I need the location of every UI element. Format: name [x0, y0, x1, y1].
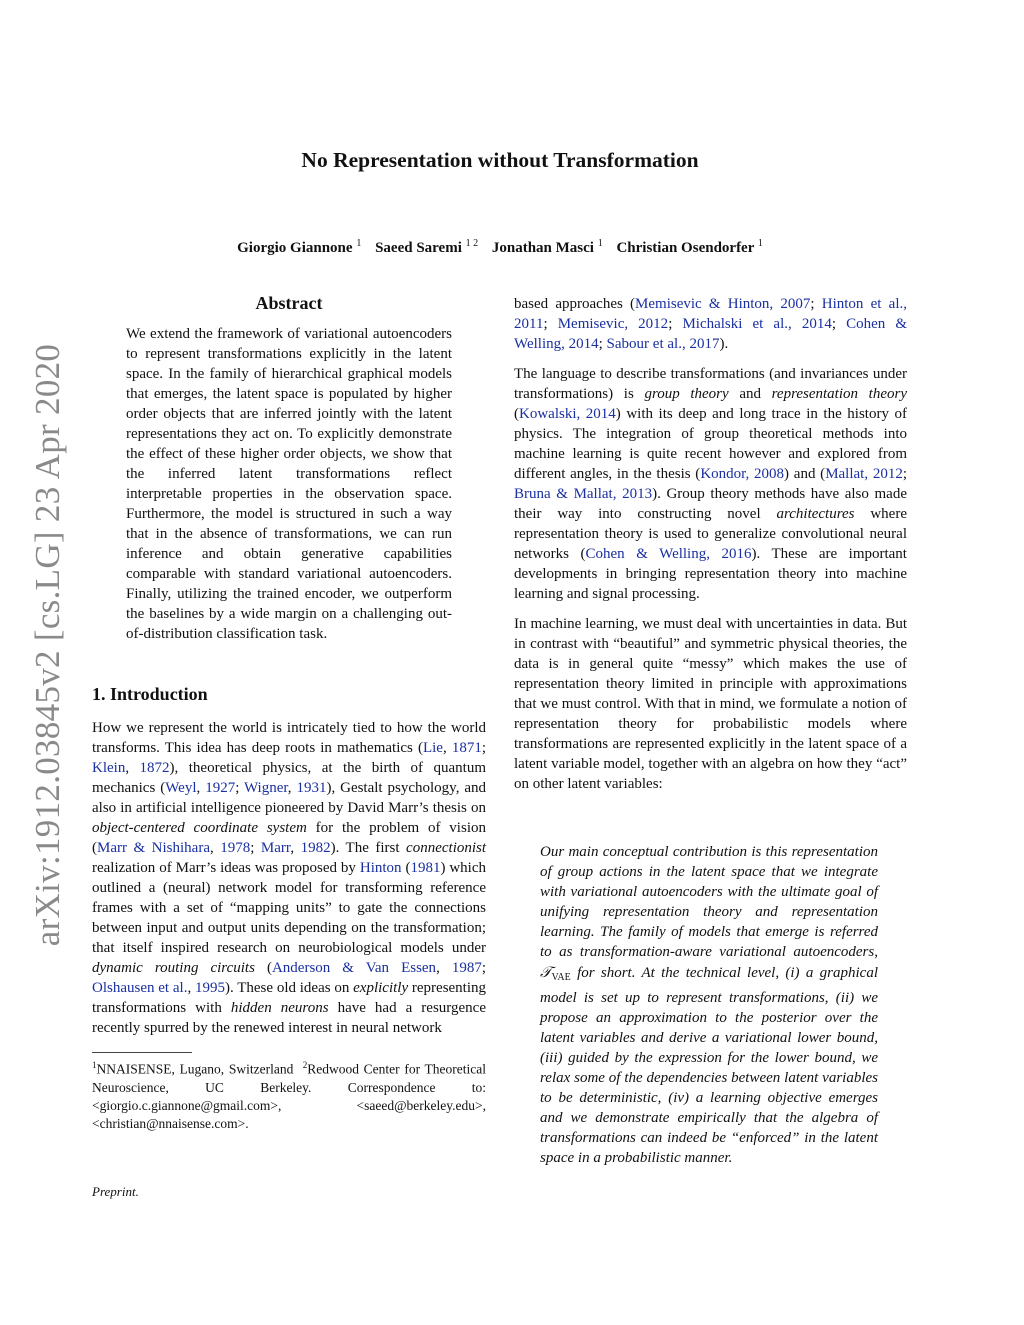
arxiv-identifier-text: arXiv:1912.03845v2 [cs.LG] 23 Apr 2020: [28, 343, 67, 947]
author: Jonathan Masci $^1$: [491, 238, 603, 256]
author: Christian Osendorfer $^1$: [616, 238, 763, 256]
body-paragraph: In machine learning, we must deal with uncertainties in data. But in contrast with “beautiful” and symmetric physical theories, the data is in general quite “messy” which makes the use of representation theory limited in principle with approximations that we must control. With that in mind, we formulate a notion of representation theory for probabilistic models where transformations are represented explicitly in the latent space of a latent variable model, together with an algebra on how they “act” on other latent variables:: [514, 616, 907, 792]
citation-link[interactable]: Sabour et al., 2017: [606, 336, 720, 352]
right-column: [514, 294, 907, 794]
body-paragraph: based approaches (Memisevic & Hinton, 2007; Hinton et al., 2011; Memisevic, 2012; Michalski et al., 2014; Cohen & Welling, 2014; Sabour et al., 2017).: [514, 296, 907, 352]
citation-link[interactable]: Marr: [260, 840, 291, 856]
arxiv-identifier-stamp: [24, 343, 72, 947]
introduction-heading: 1. Introduction: [92, 684, 208, 704]
citation-link[interactable]: Anderson & Van Essen: [271, 960, 437, 976]
citation-link[interactable]: 1995: [194, 980, 225, 996]
citation-link[interactable]: Kondor, 2008: [700, 466, 785, 482]
citation-link[interactable]: 1931: [296, 780, 327, 796]
citation-link[interactable]: Weyl: [165, 780, 197, 796]
citation-link[interactable]: 1978: [220, 840, 251, 856]
introduction-paragraph: How we represent the world is intricately tied to how the world transforms. This idea has deep roots in mathematics (Lie, 1871; Klein, 1872), theoretical physics, at the birth of quantum mechanics (Weyl, 1927; Wigner, 1931), Gestalt psychology, and also in artificial intelligence pioneered by David Marr’s thesis on object-centered coordinate system for the problem of vision (Marr & Nishihara, 1978; Marr, 1982). The first connectionist realization of Marr’s ideas was proposed by Hinton (1981) which outlined a (neural) network model for transforming reference frames with a set of “mapping units” to gate the connections between input and output units depending on the transformation; that itself inspired research on neurobiological models under dynamic routing circuits (Anderson & Van Essen, 1987; Olshausen et al., 1995). These old ideas on explicitly representing transformations with hidden neurons have had a resurgence recently spurred by the renewed interest in neural network: [92, 720, 487, 1036]
citation-link[interactable]: Marr & Nishihara: [97, 840, 210, 856]
citation-link[interactable]: Memisevic & Hinton, 2007: [635, 296, 811, 312]
author: Saeed Saremi $^{1 2}$: [375, 238, 479, 256]
citation-link[interactable]: 1872: [139, 760, 170, 776]
citation-link[interactable]: Michalski et al., 2014: [682, 316, 832, 332]
citation-link[interactable]: Cohen & Welling, 2016: [585, 546, 752, 562]
citation-link[interactable]: 1871: [451, 740, 482, 756]
abstract-text: We extend the framework of variational autoencoders to represent transformations explicitly in the latent space. In the family of hierarchical graphical models that emerges, the latent space is populated by higher order objects that are inferred jointly with the latent representations they act on. To explicitly demonstrate the effect of these higher order objects, we show that the inferred latent transformations reflect interpretable properties in the observation space. Furthermore, the model is structured in such a way that in the absence of transformations, we can run inference and obtain generative capabilities comparable with standard variational autoencoders. Finally, utilizing the trained encoder, we outperform the baselines by a wide margin on a challenging out-of-distribution classification task.: [126, 326, 452, 642]
footnote-divider: [92, 1052, 192, 1053]
author: Giorgio Giannone $^1$: [237, 238, 362, 256]
abstract-heading: Abstract: [255, 293, 323, 313]
contribution-statement: Our main conceptual contribution is this representation of group actions in the latent space that we integrate with variational autoencoders with the ultimate goal of unifying representation theory and representation learning. The family of models that emerge is referred to as transformation-aware variational autoencoders, 𝒯$_{VAE}$ for short. At the technical level, (i) a graphical model is set up to represent transformations, (ii) we propose an approximation to the posterior over the latent variables and derive a variational lower bound, (iii) guided by the expression for the lower bound, we relax some of the dependencies between latent variables to be deterministic, (iv) a learning objective emerges and we demonstrate empirically that the algebra of transformations can indeed be “enforced” in the latent space in a probabilistic manner.: [540, 844, 878, 1167]
citation-link[interactable]: Hinton et al., 2011: [514, 296, 907, 332]
citation-link[interactable]: Memisevic, 2012: [557, 316, 669, 332]
body-paragraph: The language to describe transformations (and invariances under transformations) is group theory and representation theory (Kowalski, 2014) with its deep and long trace in the history of physics. The integration of group theoretical methods into machine learning is quite recent however and explored from different angles, in the thesis (Kondor, 2008) and (Mallat, 2012; Bruna & Mallat, 2013). Group theory methods have also made their way into constructing novel architectures where representation theory is used to generalize convolutional neural networks (Cohen & Welling, 2016). These are important developments in bringing representation theory into machine learning and signal processing.: [514, 366, 908, 602]
citation-link[interactable]: Cohen & Welling, 2014: [514, 316, 907, 352]
citation-link[interactable]: 1927: [205, 780, 236, 796]
citation-link[interactable]: Klein: [92, 760, 126, 776]
author-list: [0, 238, 1000, 257]
citation-link[interactable]: Wigner: [244, 780, 288, 796]
paper-title: No Representation without Transformation: [301, 148, 699, 172]
citation-link[interactable]: 1982: [300, 840, 331, 856]
citation-link[interactable]: Bruna & Mallat, 2013: [514, 486, 653, 502]
tvae-symbol: 𝒯$_{VAE}$: [540, 964, 571, 983]
citation-link[interactable]: Hinton: [359, 860, 402, 876]
citation-link[interactable]: 1987: [451, 960, 482, 976]
citation-link[interactable]: Kowalski, 2014: [519, 406, 616, 422]
left-column: [92, 292, 486, 1133]
citation-link[interactable]: Lie: [422, 740, 443, 756]
preprint-label: Preprint.: [92, 1184, 139, 1199]
citation-link[interactable]: Mallat, 2012: [825, 466, 903, 482]
citation-link[interactable]: 1981: [410, 860, 441, 876]
citation-link[interactable]: Olshausen et al.: [92, 980, 188, 996]
affiliation-footnote: $^1$NNAISENSE, Lugano, Switzerland $^2$Redwood Center for Theoretical Neuroscience, UC Berkeley. Correspondence to: <giorgio.c.giannone@gmail.com>, <saeed@berkeley.edu>, <christian@nnaisense.com>.: [92, 1060, 487, 1131]
